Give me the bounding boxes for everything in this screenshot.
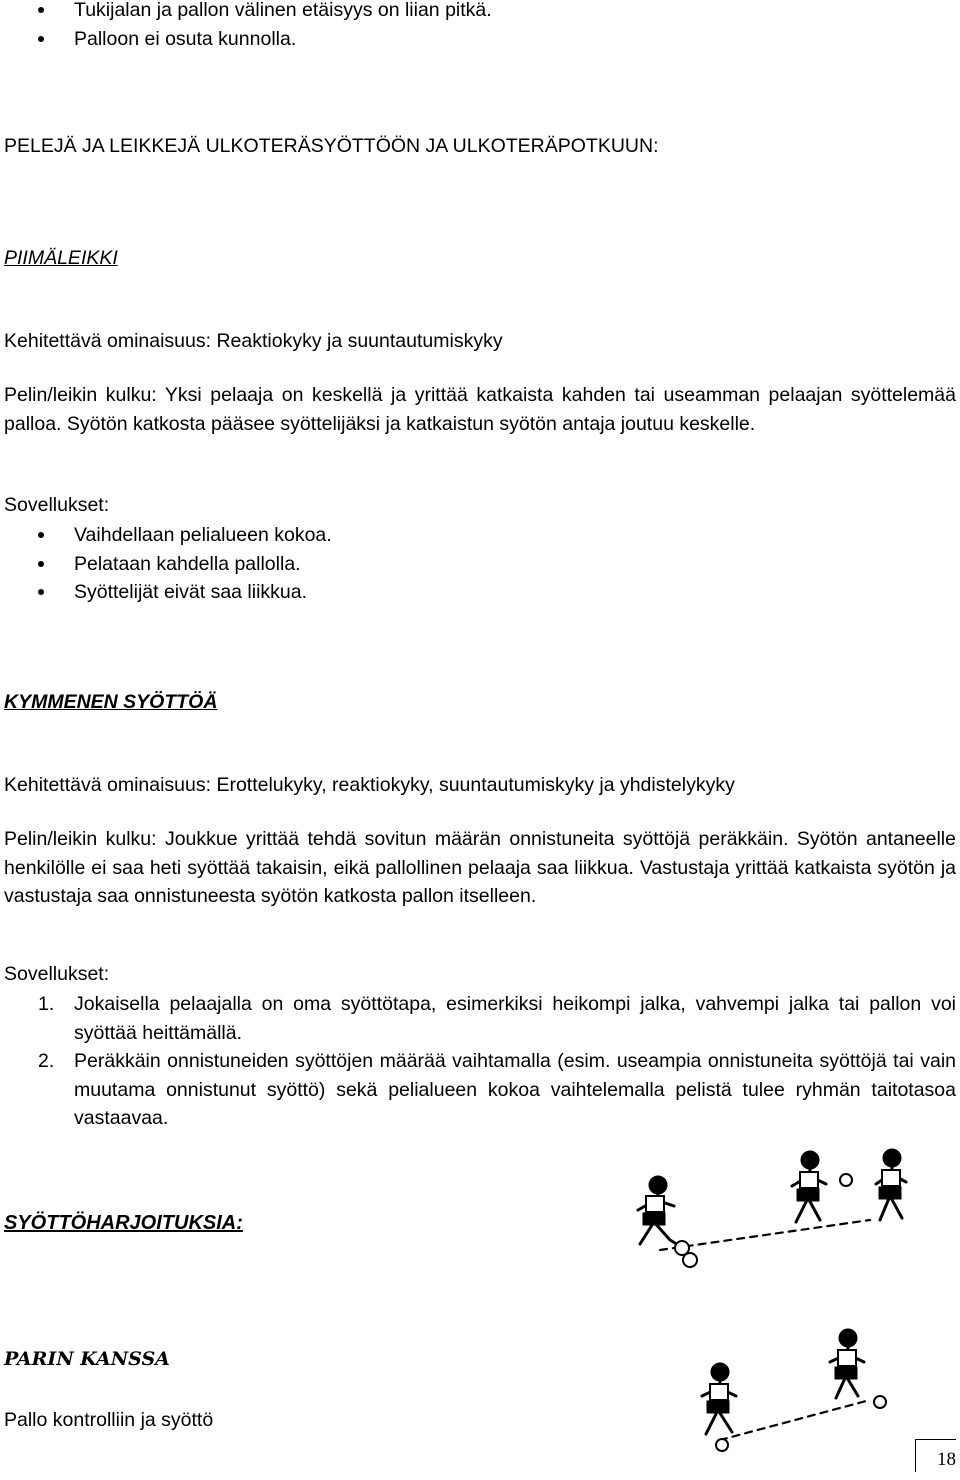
player-figure <box>638 1177 680 1246</box>
pass-line <box>720 1400 870 1440</box>
game2-title: KYMMENEN SYÖTTÖÄ <box>4 691 218 713</box>
ball-icon <box>683 1253 697 1267</box>
ball-icon <box>874 1396 886 1408</box>
list-text: Jokaisella pelaajalla on oma syöttötapa, esimerkiksi heikompi jalka, vahvempi jalka tai pallon voi syöttää heittämällä. <box>74 993 956 1044</box>
list-item: Pelataan kahdella pallolla. <box>38 550 332 579</box>
game2-skill: Kehitettävä ominaisuus: Erottelukyky, reaktiokyky, suuntautumiskyky ja yhdistelykyky <box>4 774 735 796</box>
player-figure <box>792 1152 826 1222</box>
list-item <box>4 990 956 1047</box>
list-item: Syöttelijät eivät saa liikkua. <box>38 578 332 607</box>
game1-skill: Kehitettävä ominaisuus: Reaktiokyky ja suuntautumiskyky <box>4 330 503 352</box>
page-number: 18 <box>915 1439 956 1472</box>
game2-flow-text: Pelin/leikin kulku: Joukkue yrittää tehdä sovitun määrän onnistuneita syöttöjä peräkkäin. Syötön antaneelle henkilölle ei saa heti syöttää takaisin, eikä pallollinen pelaaja saa liikkua. Vastustaja yrittää katkaista syötön ja vastustaja saa onnistuneesta syötön katkosta pallon itselleen. <box>4 828 956 907</box>
list-item: Vaihdellaan pelialueen kokoa. <box>38 521 332 550</box>
player-figure <box>702 1364 736 1434</box>
pass-line <box>660 1220 870 1250</box>
game1-flow <box>4 381 956 438</box>
pair-text: Pallo kontrolliin ja syöttö <box>4 1409 214 1431</box>
passing-drill-illustration <box>600 1140 920 1470</box>
game1-variation-list <box>38 521 332 607</box>
game1-flow-text: Pelin/leikin kulku: Yksi pelaaja on keskellä ja yrittää katkaista kahden tai useamman pelaajan syöttelemää palloa. Syötön katkosta pääsee syöttelijäksi ja katkaistun syötön antaja joutuu keskelle. <box>4 384 956 435</box>
top-bullet-list <box>38 0 492 53</box>
ball-icon <box>716 1439 728 1451</box>
ball-icon <box>840 1174 852 1186</box>
player-figure <box>876 1150 906 1220</box>
game1-title: PIIMÄLEIKKI <box>4 247 118 269</box>
list-number: 1. <box>38 993 55 1015</box>
list-text: Peräkkäin onnistuneiden syöttöjen määrää vaihtamalla (esim. useampia onnistuneita syöttöjä tai vain muutama onnistunut syöttö) sekä pelialueen kokoa vaihtelemalla pelistä tulee ryhmän taitotasoa vastaavaa. <box>74 1050 956 1129</box>
game2-variation-list <box>4 990 956 1133</box>
game2-flow <box>4 825 956 911</box>
drills-heading: SYÖTTÖHARJOITUKSIA: <box>4 1212 243 1234</box>
list-number: 2. <box>38 1050 55 1072</box>
player-figure <box>830 1330 864 1398</box>
game1-variations-label: Sovellukset: <box>4 494 110 516</box>
pair-heading: PARIN KANSSA <box>4 1348 170 1370</box>
list-item: Tukijalan ja pallon välinen etäisyys on liian pitkä. <box>38 0 492 25</box>
list-item <box>4 1047 956 1133</box>
game2-variations-label: Sovellukset: <box>4 963 110 985</box>
section-heading: PELEJÄ JA LEIKKEJÄ ULKOTERÄSYÖTTÖÖN JA ULKOTERÄPOTKUUN: <box>4 135 659 157</box>
list-item: Palloon ei osuta kunnolla. <box>38 25 492 54</box>
